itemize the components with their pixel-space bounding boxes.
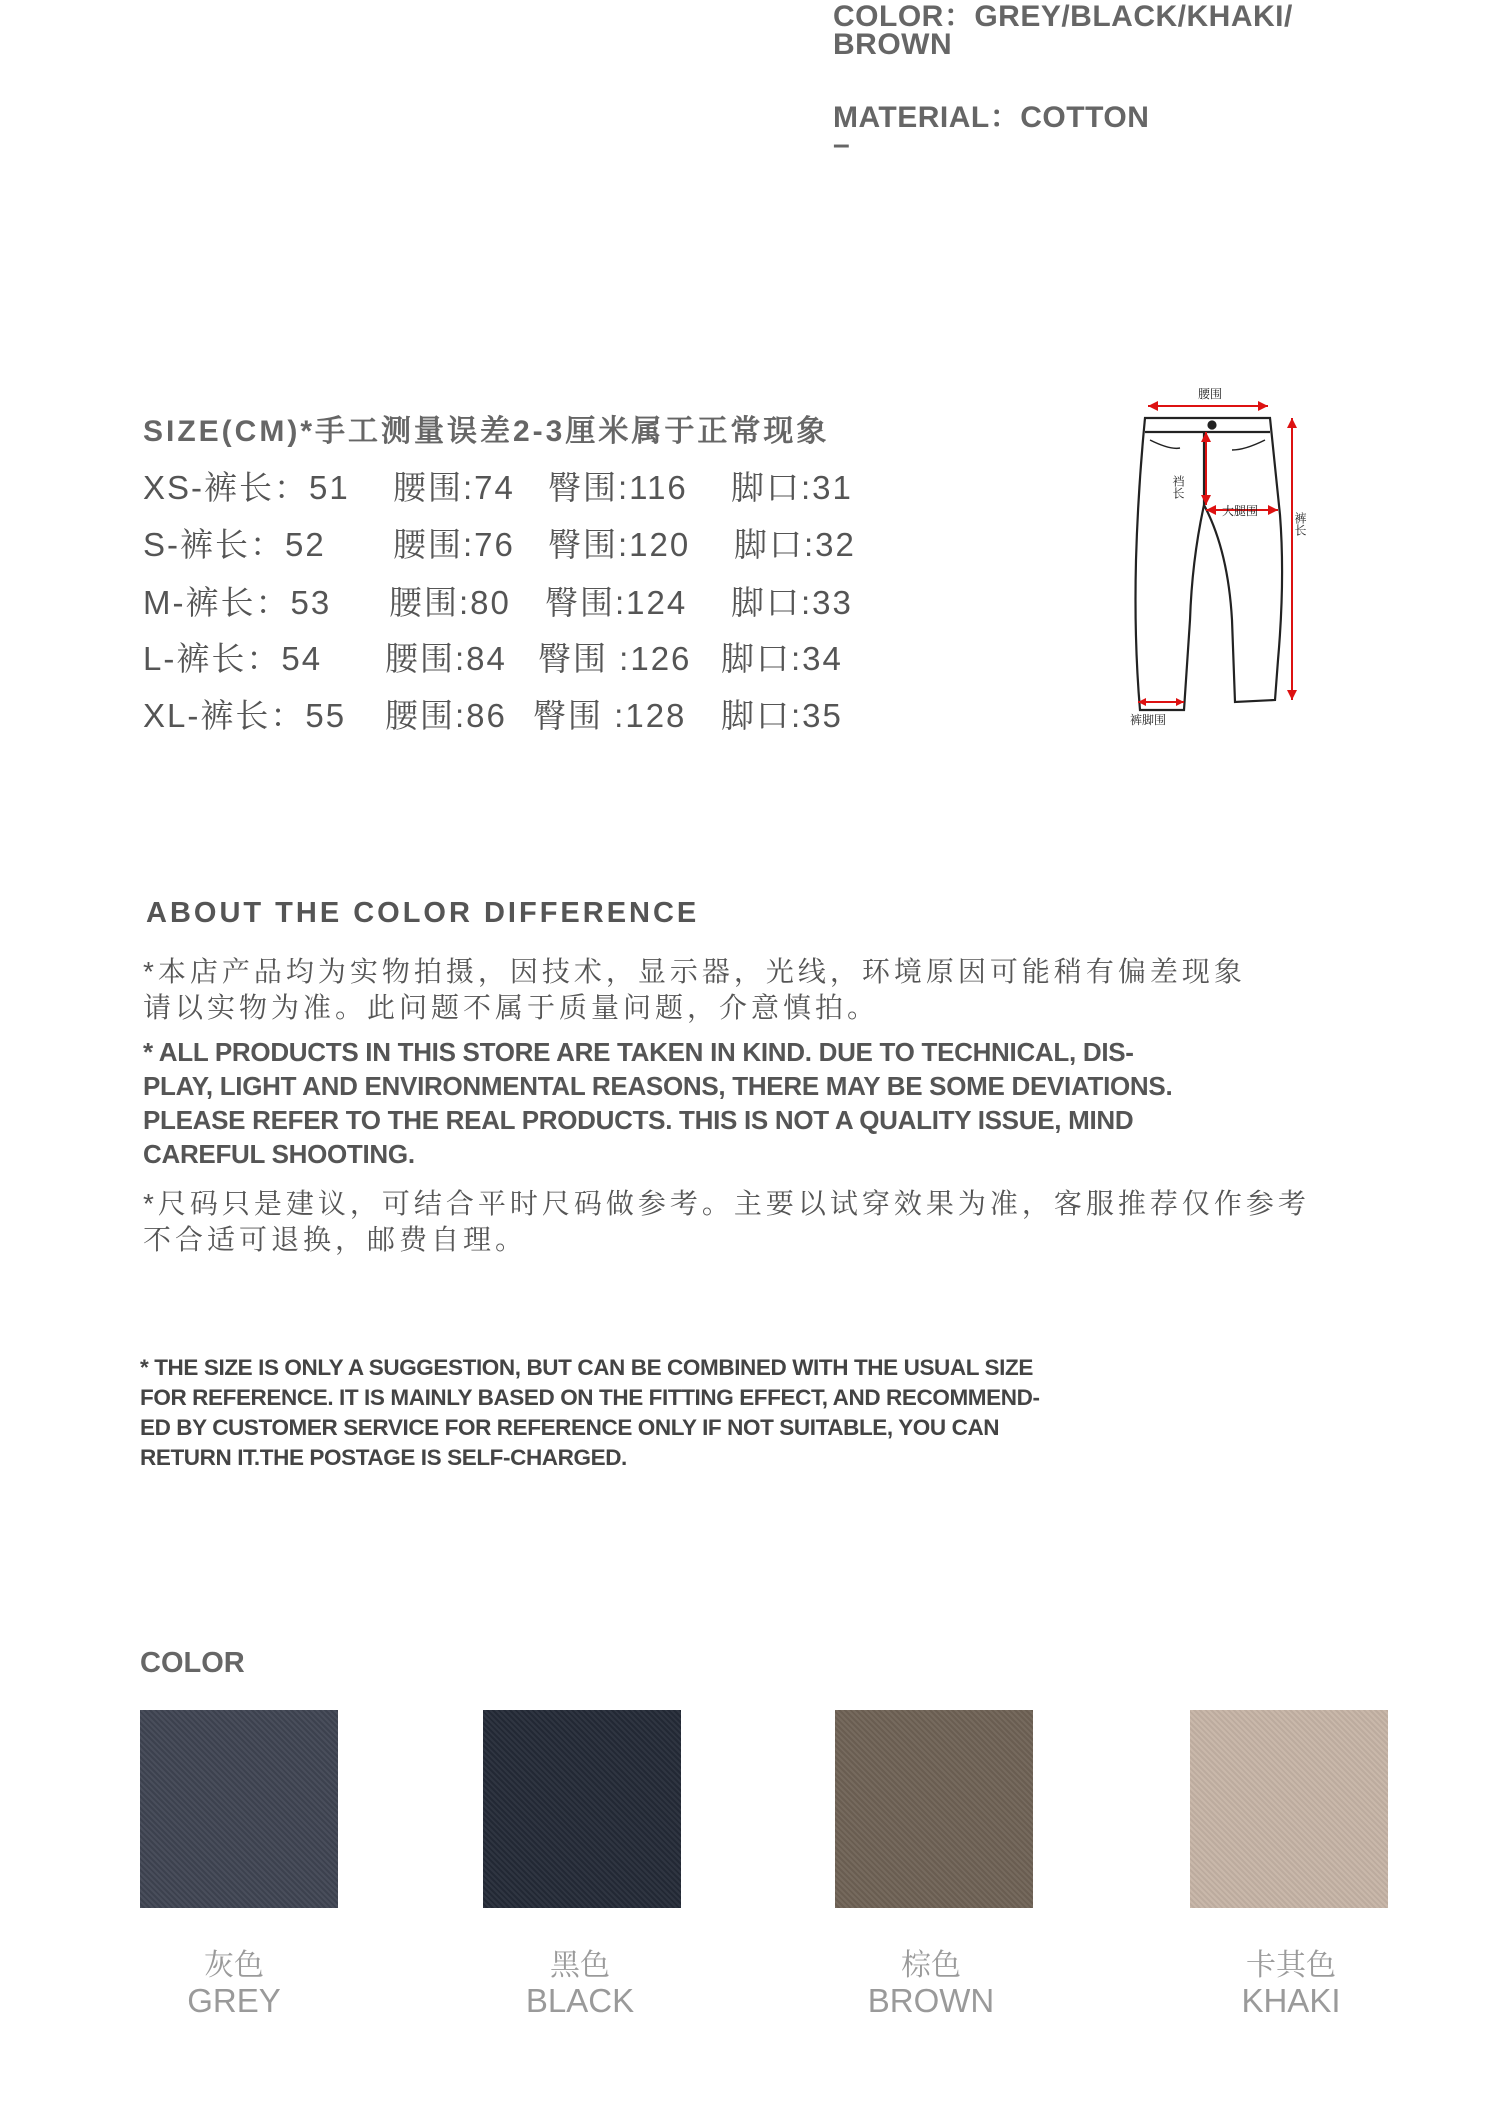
size-length: M-裤长：53 bbox=[143, 584, 332, 621]
size-hem: 脚口:32 bbox=[734, 526, 856, 563]
notice-en-1-line-1: * ALL PRODUCTS IN THIS STORE ARE TAKEN IN KIND. DUE TO TECHNICAL, DIS- bbox=[143, 1037, 1134, 1067]
swatch-grey[interactable] bbox=[140, 1710, 338, 1908]
size-hem: 脚口:34 bbox=[721, 640, 843, 677]
size-chart-title: SIZE(CM)*手工测量误差2-3厘米属于正常现象 bbox=[143, 415, 830, 448]
swatch-brown[interactable] bbox=[835, 1710, 1033, 1908]
size-hip: 臀围:120 bbox=[548, 526, 691, 563]
swatch-khaki[interactable] bbox=[1190, 1710, 1388, 1908]
swatch-khaki-en-label: KHAKI bbox=[1241, 1982, 1341, 2019]
notice-en-2-line-3: ED BY CUSTOMER SERVICE FOR REFERENCE ONLY IF NOT SUITABLE, YOU CAN bbox=[140, 1415, 1000, 1440]
notice-en-2-line-4: RETURN IT.THE POSTAGE IS SELF-CHARGED. bbox=[140, 1445, 627, 1470]
notice-zh-2-line-1: *尺码只是建议，可结合平时尺码做参考。主要以试穿效果为准，客服推荐仅作参考 bbox=[143, 1188, 1310, 1219]
notice-en-2-line-1: * THE SIZE IS ONLY A SUGGESTION, BUT CAN BE COMBINED WITH THE USUAL SIZE bbox=[140, 1355, 1033, 1380]
diagram-length-label: 裤长 bbox=[1293, 512, 1307, 536]
size-hip: 臀围 :126 bbox=[538, 640, 692, 677]
notice-en-2-line-2: FOR REFERENCE. IT IS MAINLY BASED ON THE FITTING EFFECT, AND RECOMMEND- bbox=[140, 1385, 1040, 1410]
color-spec-line-1: COLOR：GREY/BLACK/KHAKI/ bbox=[833, 0, 1293, 33]
size-hip: 臀围:116 bbox=[548, 469, 688, 506]
swatch-black-zh-label: 黑色 bbox=[550, 1949, 610, 1982]
notice-en-1-line-3: PLEASE REFER TO THE REAL PRODUCTS. THIS IS NOT A QUALITY ISSUE, MIND bbox=[143, 1105, 1134, 1135]
notice-zh-1-line-2: 请以实物为准。此问题不属于质量问题，介意慎拍。 bbox=[143, 992, 880, 1023]
notice-zh-1-line-1: *本店产品均为实物拍摄，因技术，显示器，光线，环境原因可能稍有偏差现象 bbox=[143, 956, 1246, 987]
diagram-waist-label: 腰围 bbox=[1198, 387, 1223, 401]
size-hip: 臀围 :128 bbox=[533, 697, 687, 734]
size-length: S-裤长：52 bbox=[143, 526, 326, 563]
size-waist: 腰围:76 bbox=[393, 526, 515, 563]
diagram-crotch-label: 裆长 bbox=[1171, 475, 1185, 499]
diagram-hem-label: 裤脚围 bbox=[1130, 713, 1167, 727]
swatch-khaki-zh-label: 卡其色 bbox=[1246, 1949, 1336, 1982]
size-row-l bbox=[143, 633, 903, 677]
material-dash: – bbox=[833, 128, 851, 161]
swatch-brown-en-label: BROWN bbox=[867, 1982, 995, 2019]
color-section-title: COLOR bbox=[140, 1647, 245, 1679]
size-hem: 脚口:31 bbox=[731, 469, 853, 506]
notice-en-1-line-2: PLAY, LIGHT AND ENVIRONMENTAL REASONS, THERE MAY BE SOME DEVIATIONS. bbox=[143, 1071, 1173, 1101]
size-waist: 腰围:84 bbox=[385, 640, 507, 677]
pants-outline-icon bbox=[1136, 418, 1283, 710]
size-hip: 臀围:124 bbox=[545, 584, 688, 621]
size-row-m bbox=[143, 577, 903, 621]
notice-en-1-line-4: CAREFUL SHOOTING. bbox=[143, 1139, 415, 1169]
swatch-brown-zh-label: 棕色 bbox=[901, 1949, 961, 1982]
size-hem: 脚口:33 bbox=[731, 584, 853, 621]
pants-measurement-diagram bbox=[1120, 380, 1340, 730]
size-waist: 腰围:86 bbox=[385, 697, 507, 734]
notice-zh-2-line-2: 不合适可退换，邮费自理。 bbox=[143, 1224, 528, 1255]
about-color-difference-title: ABOUT THE COLOR DIFFERENCE bbox=[146, 897, 700, 929]
size-waist: 腰围:74 bbox=[393, 469, 515, 506]
swatch-black-en-label: BLACK bbox=[525, 1982, 635, 2019]
swatch-grey-zh-label: 灰色 bbox=[204, 1949, 264, 1982]
size-row-xl bbox=[143, 690, 903, 734]
size-length: XS-裤长：51 bbox=[143, 469, 350, 506]
swatch-grey-en-label: GREY bbox=[187, 1982, 281, 2019]
size-length: XL-裤长：55 bbox=[143, 697, 347, 734]
diagram-thigh-label: 大腿围 bbox=[1222, 504, 1259, 518]
size-row-xs bbox=[143, 462, 903, 506]
size-length: L-裤长：54 bbox=[143, 640, 323, 677]
material-spec: MATERIAL：COTTON bbox=[833, 101, 1150, 134]
size-waist: 腰围:80 bbox=[389, 584, 511, 621]
swatch-black[interactable] bbox=[483, 1710, 681, 1908]
size-row-s bbox=[143, 519, 903, 563]
size-hem: 脚口:35 bbox=[721, 697, 843, 734]
color-spec-line-2: BROWN bbox=[833, 28, 953, 61]
